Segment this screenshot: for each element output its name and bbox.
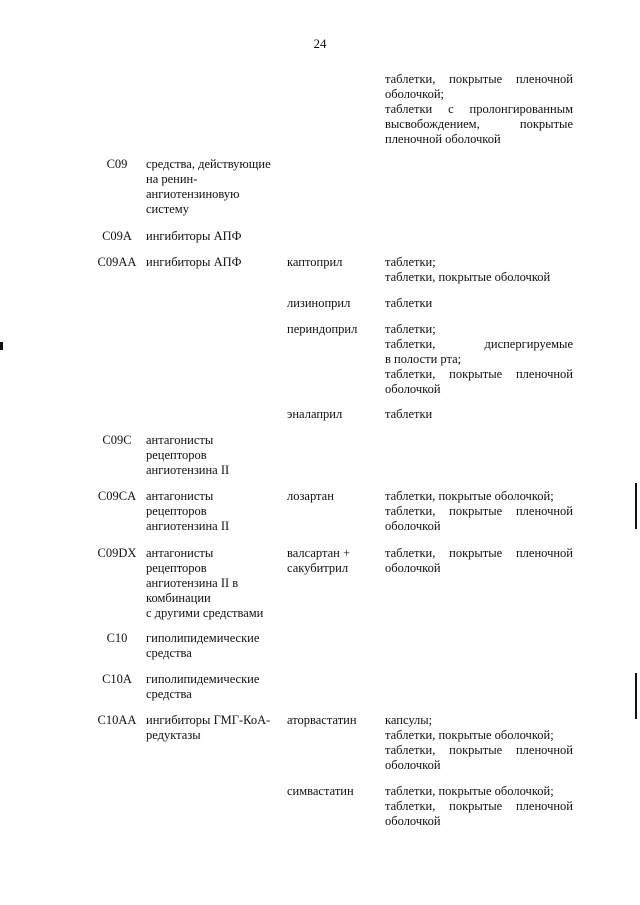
form-line: оболочкой (385, 382, 441, 396)
group-name (146, 489, 282, 534)
form-line: таблетки с пролонгированным (385, 102, 573, 116)
form-line: таблетки, покрытые оболочкой (385, 270, 551, 284)
group-name-line: ангиотензина II в (146, 576, 239, 590)
group-name-line: ангиотензина II (146, 463, 230, 477)
drug-name (287, 546, 377, 576)
form-line: в полости рта; (385, 352, 462, 366)
group-name (146, 229, 282, 244)
scan-edge-mark (635, 673, 637, 719)
group-name-line: рецепторов (146, 504, 207, 518)
drug-name (287, 322, 377, 337)
group-name-line: рецепторов (146, 448, 207, 462)
drug-name-line: периндоприл (287, 322, 358, 336)
group-name (146, 433, 282, 478)
form-line: оболочкой (385, 519, 441, 533)
dosage-forms (385, 255, 573, 285)
form-line: таблетки, покрытые оболочкой; (385, 728, 554, 742)
drug-name-line: лизиноприл (287, 296, 351, 310)
dosage-forms (385, 407, 573, 422)
drug-name (287, 296, 377, 311)
dosage-forms (385, 489, 573, 534)
drug-name-line: лозартан (287, 489, 334, 503)
form-line: таблетки; (385, 255, 436, 269)
drug-name (287, 489, 377, 504)
group-name-line: рецепторов (146, 561, 207, 575)
form-line: таблетки, покрытые пленочной (385, 799, 573, 813)
atc-code: C09DX (97, 546, 137, 560)
form-line: оболочкой (385, 814, 441, 828)
form-line: таблетки, покрытые оболочкой; (385, 489, 554, 503)
group-name (146, 631, 282, 661)
form-line: таблетки, покрытые пленочной (385, 504, 573, 518)
drug-name-line: симвастатин (287, 784, 354, 798)
dosage-forms (385, 713, 573, 773)
drug-name-line: валсартан + (287, 546, 350, 560)
form-line: таблетки, покрытые пленочной (385, 743, 573, 757)
group-name-line: средства (146, 646, 192, 660)
form-line: таблетки (385, 296, 433, 310)
drug-name (287, 407, 377, 422)
group-name-line: комбинации (146, 591, 211, 605)
group-name-line: средства (146, 687, 192, 701)
dosage-forms (385, 72, 573, 147)
group-name-line: средства, действующие (146, 157, 271, 171)
atc-code: C09 (106, 157, 128, 171)
group-name-line: ингибиторы АПФ (146, 229, 242, 243)
atc-code: C09C (102, 433, 132, 447)
form-line: таблетки; (385, 322, 436, 336)
drug-name (287, 784, 377, 799)
atc-code: C09A (102, 229, 132, 243)
group-name-line: редуктазы (146, 728, 201, 742)
form-line: таблетки, покрытые оболочкой; (385, 784, 554, 798)
scan-edge-mark (0, 342, 3, 350)
group-name-line: антагонисты (146, 546, 214, 560)
dosage-forms (385, 296, 573, 311)
atc-code: C10AA (97, 713, 137, 727)
form-line: высвобождением, покрытые (385, 117, 573, 131)
group-name-line: систему (146, 202, 189, 216)
group-name-line: ингибиторы ГМГ-КоА- (146, 713, 271, 727)
form-line: оболочкой; (385, 87, 444, 101)
form-line: таблетки (385, 407, 433, 421)
group-name-line: ингибиторы АПФ (146, 255, 242, 269)
drug-name-line: эналаприл (287, 407, 343, 421)
dosage-forms (385, 322, 573, 397)
group-name (146, 157, 282, 217)
form-line: капсулы; (385, 713, 433, 727)
atc-code: C09AA (97, 255, 137, 269)
drug-name (287, 713, 377, 728)
form-line: пленочной оболочкой (385, 132, 501, 146)
group-name (146, 672, 282, 702)
atc-code: C10 (106, 631, 128, 645)
drug-name-line: аторвастатин (287, 713, 357, 727)
drug-name-line: сакубитрил (287, 561, 349, 575)
group-name-line: гиполипидемические (146, 672, 260, 686)
group-name-line: антагонисты (146, 489, 214, 503)
group-name-line: гиполипидемические (146, 631, 260, 645)
form-line: оболочкой (385, 758, 441, 772)
drug-name (287, 255, 377, 270)
group-name-line: на ренин- (146, 172, 198, 186)
form-line: таблетки, покрытые пленочной (385, 367, 573, 381)
form-line: оболочкой (385, 561, 441, 575)
dosage-forms (385, 784, 573, 829)
group-name-line: с другими средствами (146, 606, 264, 620)
atc-code: C10A (102, 672, 132, 686)
drug-name-line: каптоприл (287, 255, 343, 269)
group-name-line: ангиотензиновую (146, 187, 240, 201)
form-line: таблетки, покрытые пленочной (385, 546, 573, 560)
form-line: таблетки, диспергируемые (385, 337, 573, 351)
form-line: таблетки, покрытые пленочной (385, 72, 573, 86)
dosage-forms (385, 546, 573, 576)
scan-edge-mark (635, 483, 637, 529)
group-name-line: ангиотензина II (146, 519, 230, 533)
group-name (146, 546, 282, 621)
page-number: 24 (313, 36, 327, 51)
atc-code: C09CA (97, 489, 137, 503)
group-name (146, 255, 282, 270)
group-name (146, 713, 282, 743)
group-name-line: антагонисты (146, 433, 214, 447)
